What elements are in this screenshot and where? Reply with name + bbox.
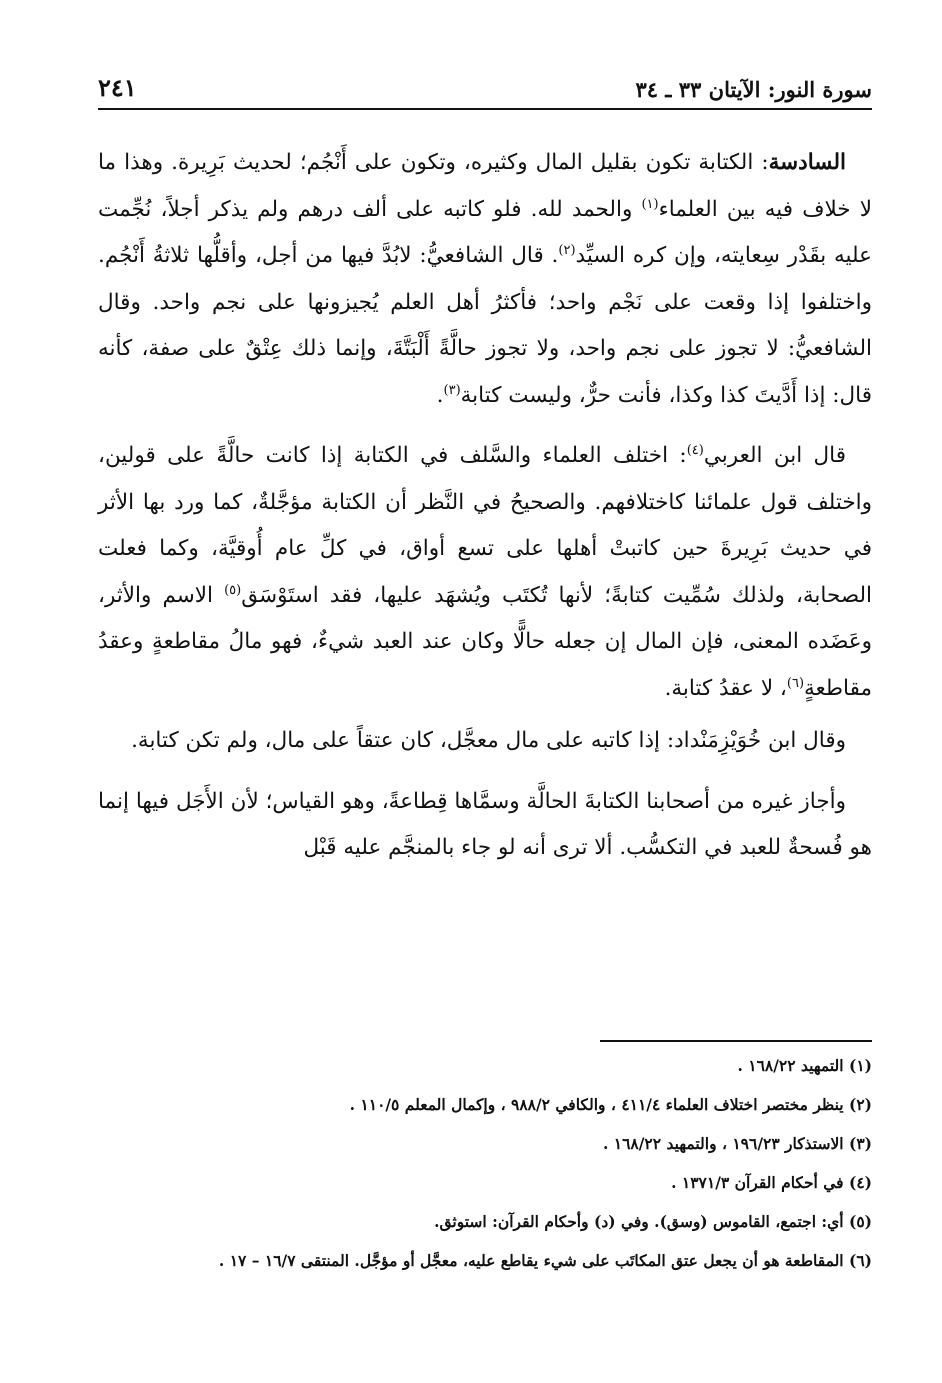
footnote-4: (٤) في أحكام القرآن ١٣٧١/٣ .: [671, 1173, 872, 1192]
footnote-1: (١) التمهيد ١٦٨/٢٢ .: [737, 1056, 872, 1075]
paragraph-text: الاسم والأثر، وعَضَده المعنى، فإن المال إن جعله حالًّا وكان عند العبد شيءٌ، فهو مالُ مقاطعةٍ وعقدُ مقاطعةٍ: [98, 582, 872, 701]
paragraph-1: [98, 140, 872, 419]
footnote-2: (٢) ينظر مختصر اختلاف العلماء ٤١١/٤ ، والكافي ٩٨٨/٢ ، وإكمال المعلم ١١٠/٥ .: [349, 1095, 872, 1114]
footnote-6: (٦) المقاطعة هو أن يجعل عتق المكاتَب على شيء يقاطع عليه، معجَّل أو مؤجَّل. المنتقى ١٦/٧ – ١٧ .: [218, 1251, 872, 1270]
paragraph-text: قال ابن العربي: [703, 443, 847, 468]
header-title: سورة النور: الآيتان ٣٣ ـ ٣٤: [635, 77, 872, 102]
footnote-ref[interactable]: (٥): [224, 582, 242, 598]
paragraph-4: [98, 779, 872, 872]
footnote-ref[interactable]: (٣): [443, 382, 461, 398]
footnote-ref[interactable]: (٢): [558, 242, 576, 258]
paragraph-text: : اختلف العلماء والسَّلف في الكتابة إذا كانت حالَّةً على قولين، واختلف قول علمائنا كاختلافهم. والصحيحُ في النَّظر أن الكتابة مؤجَّلةٌ، كما ورد بها الأثر في حديث بَرِيرةَ حين كاتبتْ أهلها على تسع أواق، في كلِّ عام أُوقيَّة، وكما فعلت الصحابة، ولذلك سُمِّيت كتابةً؛ لأنها تُكتَب ويُشهَد عليها، فقد استَوْسَق: [98, 443, 872, 608]
running-header: [98, 62, 872, 110]
footnote-ref[interactable]: (١): [641, 196, 659, 212]
paragraph-text: .: [436, 382, 444, 408]
paragraph-3: [98, 718, 872, 765]
paragraph-text: : الكتابة تكون بقليل المال وكثيره، وتكون على أَنْجُم؛ لحديث بَرِيرة. وهذا ما لا خلاف فيه بين العلماء: [98, 150, 872, 222]
paragraph-text: ، لا عقدُ كتابة.: [664, 675, 787, 701]
page-number: ٢٤١: [98, 73, 137, 102]
paragraph-text: وقال ابن خُوَيْزِمَنْداد: إذا كاتبه على مال معجَّل، كان عتقاً على مال، ولم تكن كتابة.: [131, 728, 846, 753]
paragraph-text: والحمد لله. فلو كاتبه على ألف درهم ولم يذكر أجلاً، نُجِّمت عليه بقَدْر سِعايته، وإن كره السيِّد: [98, 196, 872, 268]
paragraph-2: [98, 433, 872, 712]
paragraph-text: وأجاز غيره من أصحابنا الكتابةَ الحالَّة وسمَّاها قِطاعةً، وهو القياس؛ لأن الأَجَل فيها إنما هو فُسحةٌ للعبد في التكسُّب. ألا ترى أنه لو جاء بالمنجَّم عليه قَبْل: [98, 788, 872, 860]
footnotes: [98, 1046, 872, 1280]
footnote-divider: [600, 1040, 872, 1042]
section-lead: السادسة: [768, 150, 846, 175]
footnote-5: (٥) أي: اجتمع، القاموس (وسق). وفي (د) وأحكام القرآن: استوثق.: [434, 1212, 872, 1231]
footnote-3: (٣) الاستذكار ١٩٦/٢٣ ، والتمهيد ١٦٨/٢٢ .: [602, 1134, 872, 1153]
paragraph-text: . قال الشافعيُّ: لابُدَّ فيها من أجل، وأقلُّها ثلاثةُ أَنْجُم. واختلفوا إذا وقعت على نَجْم واحد؛ فأكثرُ أهل العلم يُجيزونها على نجم واحد. وقال الشافعيُّ: لا تجوز على نجم واحد، ولا تجوز حالَّةً أَلْبَتَّةَ، وإنما ذلك عِتْقٌ على صفة، كأنه قال: إذا أَدَّيتَ كذا وكذا، فأنت حرٌّ، وليست كتابة: [98, 243, 872, 408]
footnote-ref[interactable]: (٤): [686, 442, 704, 458]
footnote-ref[interactable]: (٦): [786, 675, 805, 691]
main-text: [98, 140, 872, 872]
